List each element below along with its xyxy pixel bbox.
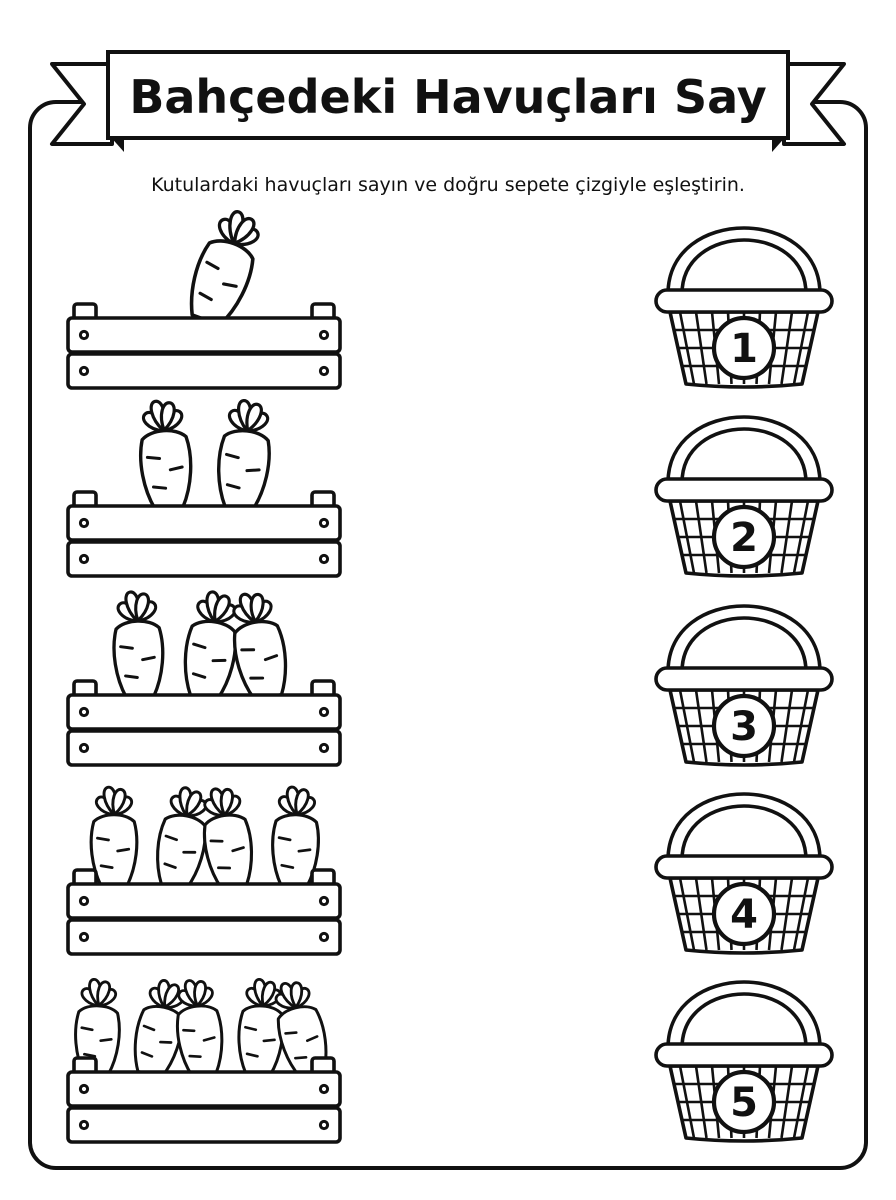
carrot-group	[74, 976, 333, 1079]
basket-number: 4	[730, 892, 758, 938]
carrot-icon	[91, 786, 137, 886]
wooden-crate	[68, 1058, 340, 1142]
wooden-crate	[68, 870, 340, 954]
crate-row-5[interactable]	[68, 976, 340, 1142]
instruction-text: Kutulardaki havuçları sayın ve doğru sepete çizgiyle eşleştirin.	[151, 174, 745, 196]
wooden-crate	[68, 492, 340, 576]
basket-number: 2	[730, 515, 758, 561]
basket-number: 3	[730, 704, 758, 750]
basket-number: 1	[730, 326, 758, 372]
title-ribbon	[52, 52, 844, 152]
basket-number: 5	[730, 1080, 758, 1126]
wooden-crate	[68, 681, 340, 765]
page-title: Bahçedeki Havuçları Say	[129, 70, 767, 124]
wooden-crate	[68, 304, 340, 388]
carrot-icon	[112, 590, 164, 698]
carrot-group	[112, 588, 292, 701]
